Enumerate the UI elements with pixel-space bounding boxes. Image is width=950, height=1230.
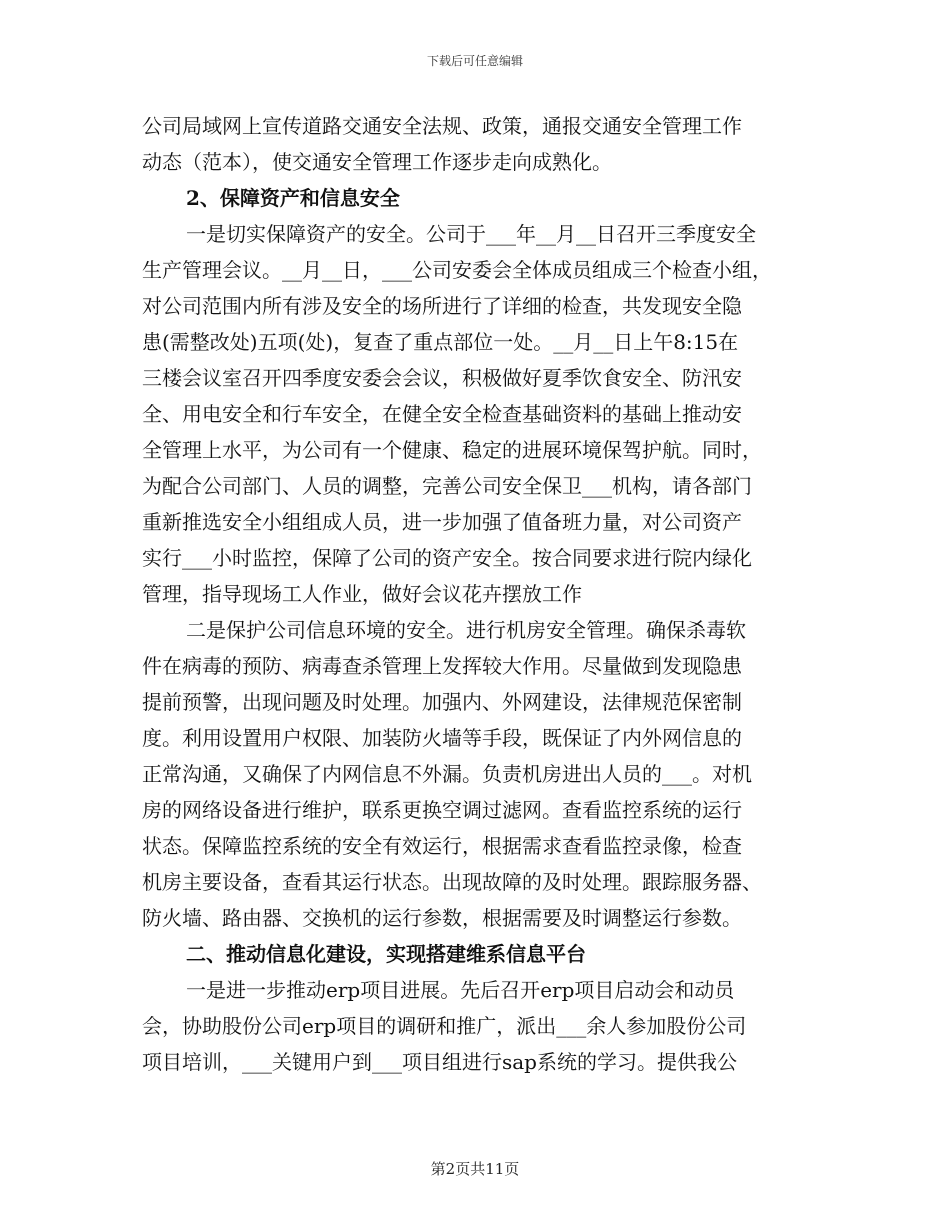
text-line: 三楼会议室召开四季度安委会会议，积极做好夏季饮食安全、防汛安 [142, 366, 742, 390]
text-line: 一是切实保障资产的安全。公司于___年__月__日召开三季度安全 [186, 222, 756, 246]
text-line: 二是保护公司信息环境的安全。进行机房安全管理。确保杀毒软 [186, 618, 746, 642]
section-heading: 2、保障资产和信息安全 [186, 186, 400, 210]
text-line: 生产管理会议。__月__日，___公司安委会全体成员组成三个检查小组， [142, 258, 772, 282]
text-line: 房的网络设备进行维护，联系更换空调过滤网。查看监控系统的运行 [142, 798, 742, 822]
text-line: 全管理上水平，为公司有一个健康、稳定的进展环境保驾护航。同时， [142, 438, 762, 462]
text-line: 重新推选安全小组组成人员，进一步加强了值备班力量，对公司资产 [142, 510, 742, 534]
text-line: 患(需整改处)五项(处)，复查了重点部位一处。__月__日上午8:15在 [142, 330, 739, 354]
text-line: 对公司范围内所有涉及安全的场所进行了详细的检查，共发现安全隐 [142, 294, 742, 318]
text-line: 项目培训，___关键用户到___项目组进行sap系统的学习。提供我公 [142, 1050, 737, 1074]
text-line: 会，协助股份公司erp项目的调研和推广，派出___余人参加股份公司 [142, 1014, 747, 1038]
text-line: 实行___小时监控，保障了公司的资产安全。按合同要求进行院内绿化 [142, 546, 752, 570]
page-header: 下载后可任意编辑 [426, 54, 523, 68]
text-line: 提前预警，出现问题及时处理。加强内、外网建设，法律规范保密制 [142, 690, 742, 714]
text-line: 为配合公司部门、人员的调整，完善公司安全保卫___机构，请各部门 [142, 474, 752, 498]
text-line: 动态（范本），使交通安全管理工作逐步走向成熟化。 [142, 150, 612, 174]
text-line: 状态。保障监控系统的安全有效运行，根据需求查看监控录像，检查 [142, 834, 742, 858]
text-line: 管理，指导现场工人作业，做好会议花卉摆放工作 [142, 582, 582, 606]
text-line: 度。利用设置用户权限、加装防火墙等手段，既保证了内外网信息的 [142, 726, 742, 750]
document-body [142, 108, 814, 1080]
text-line: 正常沟通，又确保了内网信息不外漏。负责机房进出人员的___。对机 [142, 762, 752, 786]
text-line: 公司局域网上宣传道路交通安全法规、政策，通报交通安全管理工作 [142, 114, 742, 138]
text-line: 一是进一步推动erp项目进展。先后召开erp项目启动会和动员 [186, 978, 735, 1002]
text-line: 全、用电安全和行车安全，在健全安全检查基础资料的基础上推动安 [142, 402, 742, 426]
page-footer: 第2页共11页 [430, 1160, 520, 1178]
text-line: 防火墙、路由器、交换机的运行参数，根据需要及时调整运行参数。 [142, 906, 742, 930]
text-line: 件在病毒的预防、病毒查杀管理上发挥较大作用。尽量做到发现隐患 [142, 654, 742, 678]
text-line: 机房主要设备，查看其运行状态。出现故障的及时处理。跟踪服务器、 [142, 870, 762, 894]
section-heading: 二、推动信息化建设，实现搭建维系信息平台 [186, 942, 586, 966]
